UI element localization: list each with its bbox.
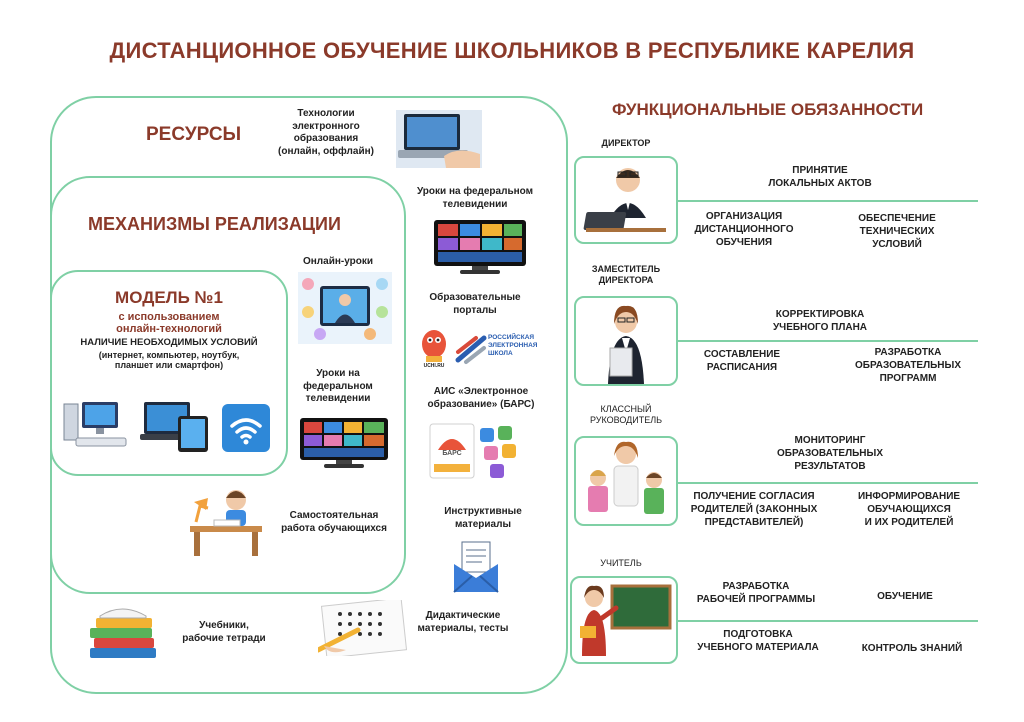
deputy-photo: [574, 296, 678, 386]
uchi-ru-logo: [418, 328, 450, 370]
role-teacher: УЧИТЕЛЬ: [600, 558, 642, 568]
duty-adjust-plan: КОРРЕКТИРОВКА УЧЕБНОГО ПЛАНА: [772, 309, 868, 333]
duty-develop-work-program: РАЗРАБОТКА РАБОЧЕЙ ПРОГРАММЫ: [696, 581, 816, 605]
label-textbooks: Учебники, рабочие тетради: [182, 620, 266, 644]
duty-technical-conditions: ОБЕСПЕЧЕНИЕ ТЕХНИЧЕСКИХ УСЛОВИЙ: [858, 213, 936, 250]
duty-prepare-materials: ПОДГОТОВКА УЧЕБНОГО МАТЕРИАЛА: [697, 629, 819, 653]
bars-logo: [428, 420, 524, 482]
class-teacher-photo: [574, 436, 678, 526]
model-subtitle-1: с использованием: [118, 311, 220, 323]
wifi-icon: [222, 404, 270, 452]
test-sheet-image: [318, 600, 410, 656]
duty-develop-programs: РАЗРАБОТКА ОБРАЗОВАТЕЛЬНЫХ ПРОГРАММ: [854, 347, 961, 384]
model-conditions-detail-1: (интернет, компьютер, ноутбук,: [98, 350, 240, 360]
laptop-tablet-icon: [138, 398, 212, 454]
rus-school-line-2: ЭЛЕКТРОННАЯ: [488, 341, 538, 349]
duty-knowledge-control: КОНТРОЛЬ ЗНАНИЙ: [861, 643, 963, 654]
envelope-document-icon: [450, 540, 502, 594]
label-federal-tv-inner: Уроки на федеральном телевидении: [303, 368, 373, 404]
russian-e-school-logo: [454, 330, 548, 368]
duty-monitoring: МОНИТОРИНГ ОБРАЗОВАТЕЛЬНЫХ РЕЗУЛЬТАТОВ: [776, 435, 883, 472]
duty-parental-consent: ПОЛУЧЕНИЕ СОГЛАСИЯ РОДИТЕЛЕЙ (ЗАКОННЫХ ПРЕДСТАВИТЕЛЕЙ): [690, 491, 818, 528]
rus-school-line-3: ШКОЛА: [488, 349, 513, 357]
duty-organize-distance: ОРГАНИЗАЦИЯ ДИСТАНЦИОННОГО ОБУЧЕНИЯ: [694, 211, 794, 248]
model-block: [56, 288, 282, 370]
label-didactic-materials: Дидактические материалы, тесты: [417, 610, 509, 634]
role-class-teacher: КЛАССНЫЙ РУКОВОДИТЕЛЬ: [589, 404, 663, 426]
deputy-line-top: [678, 340, 978, 342]
director-photo: [574, 156, 678, 244]
desktop-computer-icon: [62, 400, 132, 452]
teacher-photo: [570, 576, 678, 664]
uchi-ru-label: UCHI.RU: [423, 363, 445, 369]
duties-title: ФУНКЦИОНАЛЬНЫЕ ОБЯЗАННОСТИ: [612, 100, 924, 119]
label-federal-tv-lessons: Уроки на федеральном телевидении: [416, 186, 534, 210]
online-lesson-image: [298, 272, 392, 344]
model-conditions: НАЛИЧИЕ НЕОБХОДИМЫХ УСЛОВИЙ: [80, 337, 258, 348]
tv-screen-icon-inner: [298, 416, 390, 472]
director-line-top: [678, 200, 978, 202]
label-self-work: Самостоятельная работа обучающихся: [281, 510, 387, 534]
role-director: ДИРЕКТОР: [601, 138, 651, 148]
duty-inform-students: ИНФОРМИРОВАНИЕ ОБУЧАЮЩИХСЯ И ИХ РОДИТЕЛЕЙ: [857, 491, 961, 528]
student-studying-image: [186, 486, 266, 558]
rus-school-line-1: РОССИЙСКАЯ: [488, 334, 535, 341]
duty-teaching: ОБУЧЕНИЕ: [877, 591, 933, 602]
mechanisms-title: МЕХАНИЗМЫ РЕАЛИЗАЦИИ: [88, 214, 341, 234]
role-deputy: ЗАМЕСТИТЕЛЬ ДИРЕКТОРА: [591, 264, 661, 286]
books-stack-image: [86, 604, 160, 662]
tv-screen-icon: [430, 218, 530, 276]
duty-schedule: СОСТАВЛЕНИЕ РАСПИСАНИЯ: [703, 349, 781, 373]
teacher-line-top: [678, 620, 978, 622]
duty-local-acts: ПРИНЯТИЕ ЛОКАЛЬНЫХ АКТОВ: [768, 165, 872, 189]
label-technologies: Технологии электронного образования (онлайн, оффлайн): [278, 108, 374, 157]
label-ais-bars: АИС «Электронное образование» (БАРС): [427, 386, 535, 410]
label-educational-portals: Образовательные порталы: [429, 292, 521, 316]
resources-title: РЕСУРСЫ: [146, 124, 242, 145]
page-title: ДИСТАНЦИОННОЕ ОБУЧЕНИЕ ШКОЛЬНИКОВ В РЕСПУБЛИКЕ КАРЕЛИЯ: [109, 38, 915, 63]
model-title: МОДЕЛЬ №1: [115, 288, 223, 307]
model-conditions-detail-2: планшет или смартфон): [114, 360, 224, 370]
label-online-lessons: Онлайн-уроки: [302, 256, 374, 267]
bars-label: БАРС: [442, 450, 462, 457]
laptop-typing-image: [396, 110, 482, 168]
label-instructive-materials: Инструктивные материалы: [444, 506, 522, 530]
class-line-top: [678, 482, 978, 484]
model-subtitle-2: онлайн-технологий: [116, 323, 222, 335]
